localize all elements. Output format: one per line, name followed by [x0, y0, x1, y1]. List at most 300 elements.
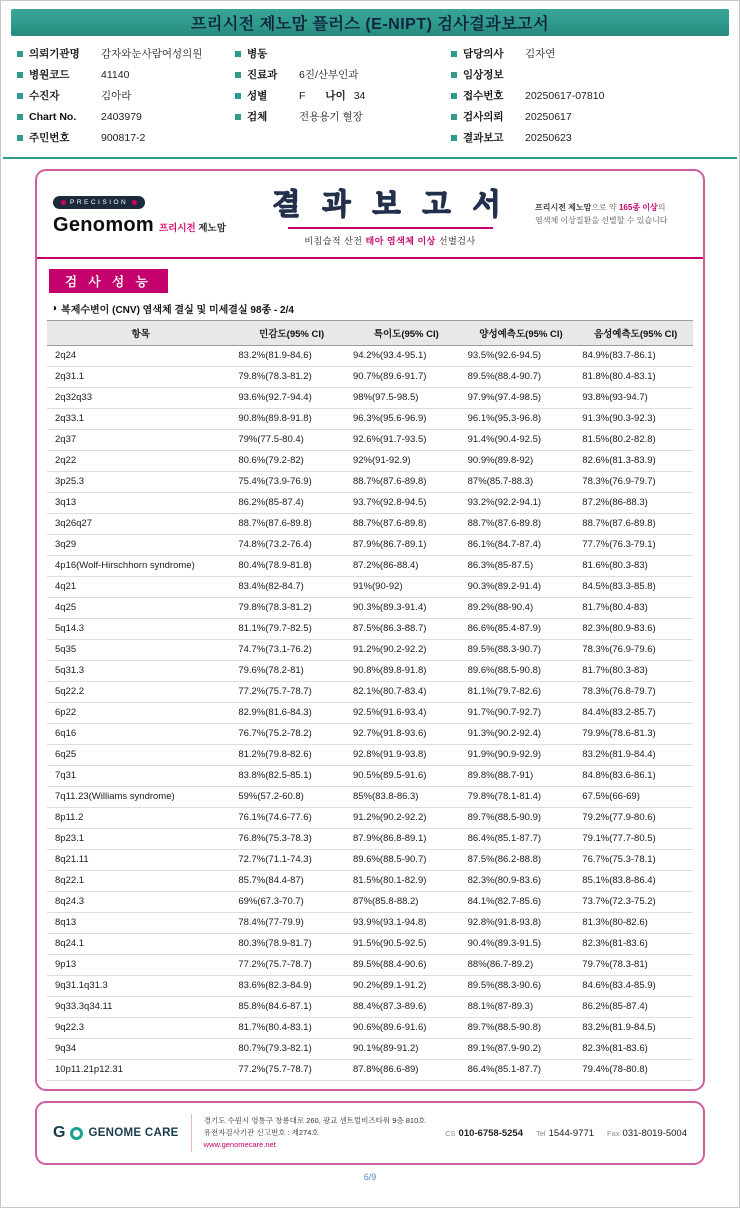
value-cell: 81.3%(80-82.6): [578, 913, 693, 934]
info-col1: [17, 46, 235, 145]
value-cell: 84.6%(83.4-85.9): [578, 976, 693, 997]
item-cell: 6q16: [47, 724, 234, 745]
value-cell: 87.8%(86.6-89): [349, 1060, 464, 1081]
value-cell: 81.8%(80.4-83.1): [578, 367, 693, 388]
item-cell: 8q13: [47, 913, 234, 934]
info-value: 김아라: [101, 90, 132, 102]
brand-name-row: [53, 214, 245, 237]
performance-table-body: [47, 346, 693, 1081]
table-row: [47, 703, 693, 724]
info-label: 결과보고: [451, 130, 525, 145]
value-cell: 89.1%(87.9-90.2): [464, 1039, 579, 1060]
table-row: [47, 451, 693, 472]
value-cell: 82.6%(81.3-83.9): [578, 451, 693, 472]
table-row: [47, 892, 693, 913]
value-cell: 89.5%(88.4-90.7): [464, 367, 579, 388]
page-number: 6/9: [363, 1172, 377, 1182]
item-cell: 8p11.2: [47, 808, 234, 829]
value-cell: 82.1%(80.7-83.4): [349, 682, 464, 703]
value-cell: 93.9%(93.1-94.8): [349, 913, 464, 934]
table-row: [47, 808, 693, 829]
value-cell: 89.5%(88.3-90.6): [464, 976, 579, 997]
value-cell: 91.7%(90.7-92.7): [464, 703, 579, 724]
value-cell: 89.5%(88.4-90.6): [349, 955, 464, 976]
value-cell: 91.3%(90.3-92.3): [578, 409, 693, 430]
table-row: [47, 934, 693, 955]
side-note-line1: 프리시전 제노맘으로 약 165종 이상의: [535, 202, 666, 212]
item-cell: 2q37: [47, 430, 234, 451]
value-cell: 92.8%(91.8-93.8): [464, 913, 579, 934]
footer-divider: [191, 1114, 192, 1152]
item-cell: 3q29: [47, 535, 234, 556]
value-cell: 89.8%(88.7-91): [464, 766, 579, 787]
item-cell: 2q22: [47, 451, 234, 472]
section-subtitle-text: 복제수변이 (CNV) 염색체 결실 및 미세결실 98종 - 2/4: [61, 305, 294, 316]
info-value: 20250617: [525, 110, 572, 123]
value-cell: 78.4%(77-79.9): [234, 913, 349, 934]
genomom-logo: [53, 192, 245, 237]
value-cell: 88.4%(87.3-89.6): [349, 997, 464, 1018]
item-cell: 2q33.1: [47, 409, 234, 430]
item-cell: 6q25: [47, 745, 234, 766]
info-label: 임상정보: [451, 67, 525, 82]
table-row: [47, 1060, 693, 1081]
genomecare-logo: [53, 1124, 179, 1142]
value-cell: 79.7%(78.3-81): [578, 955, 693, 976]
value-cell: 82.3%(81-83.6): [578, 934, 693, 955]
genomecare-g-icon: G: [53, 1124, 66, 1141]
value-cell: 87.2%(86-88.4): [349, 556, 464, 577]
value-cell: 90.1%(89-91.2): [349, 1039, 464, 1060]
item-cell: 4q21: [47, 577, 234, 598]
value-cell: 80.6%(79.2-82): [234, 451, 349, 472]
value-cell: 91.2%(90.2-92.2): [349, 640, 464, 661]
info-label: 진료과: [235, 67, 299, 82]
item-cell: 8q24.3: [47, 892, 234, 913]
value-cell: 82.9%(81.6-84.3): [234, 703, 349, 724]
value-cell: 88.7%(87.6-89.8): [234, 514, 349, 535]
value-cell: 87.9%(86.7-89.1): [349, 535, 464, 556]
value-cell: 84.9%(83.7-86.1): [578, 346, 693, 367]
genomecare-name: GENOME CARE: [88, 1127, 179, 1139]
value-cell: 59%(57.2-60.8): [234, 787, 349, 808]
info-value: 김자연: [525, 48, 556, 60]
item-cell: 9p13: [47, 955, 234, 976]
table-row: [47, 409, 693, 430]
value-cell: 93.6%(92.7-94.4): [234, 388, 349, 409]
value-cell: 89.7%(88.5-90.8): [464, 1018, 579, 1039]
table-row: [47, 913, 693, 934]
value-cell: 98%(97.5-98.5): [349, 388, 464, 409]
value-cell: 81.5%(80.1-82.9): [349, 871, 464, 892]
cs-contact: CS 010-6758-5254: [445, 1127, 523, 1139]
section-badge-row: [49, 269, 703, 293]
value-cell: 90.3%(89.2-91.4): [464, 577, 579, 598]
value-cell: 96.3%(95.6-96.9): [349, 409, 464, 430]
item-cell: 3q13: [47, 493, 234, 514]
info-value: 900817-2: [101, 131, 146, 144]
value-cell: 82.3%(80.9-83.6): [578, 619, 693, 640]
value-cell: 74.7%(73.1-76.2): [234, 640, 349, 661]
table-row: [47, 472, 693, 493]
info-label: Chart No.: [17, 111, 101, 123]
info-value: 20250617-07810: [525, 89, 605, 102]
item-cell: 2q24: [47, 346, 234, 367]
item-cell: 7q11.23(Williams syndrome): [47, 787, 234, 808]
item-cell: 2q31.1: [47, 367, 234, 388]
value-cell: 90.2%(89.1-91.2): [349, 976, 464, 997]
value-cell: 94.2%(93.4-95.1): [349, 346, 464, 367]
footer: [35, 1101, 705, 1165]
table-row: [47, 997, 693, 1018]
info-row: [235, 109, 451, 124]
value-cell: 85.7%(84.4-87): [234, 871, 349, 892]
value-cell: 90.5%(89.5-91.6): [349, 766, 464, 787]
value-cell: 81.7%(80.4-83.1): [234, 1018, 349, 1039]
value-cell: 76.1%(74.6-77.6): [234, 808, 349, 829]
info-label: 주민번호: [17, 130, 101, 145]
item-cell: 5q14.3: [47, 619, 234, 640]
value-cell: 79.4%(78-80.8): [578, 1060, 693, 1081]
value-cell: 86.1%(84.7-87.4): [464, 535, 579, 556]
value-cell: 83.2%(81.9-84.4): [578, 745, 693, 766]
item-cell: 9q33.3q34.11: [47, 997, 234, 1018]
value-cell: 76.7%(75.2-78.2): [234, 724, 349, 745]
value-cell: 89.6%(88.5-90.7): [349, 850, 464, 871]
info-row: [17, 88, 235, 103]
value-cell: 84.1%(82.7-85.6): [464, 892, 579, 913]
table-row: [47, 493, 693, 514]
info-value: 6진/산부인과: [299, 69, 359, 81]
value-cell: 85.1%(83.8-86.4): [578, 871, 693, 892]
item-cell: 6p22: [47, 703, 234, 724]
value-cell: 93.7%(92.8-94.5): [349, 493, 464, 514]
value-cell: 89.5%(88.3-90.7): [464, 640, 579, 661]
value-cell: 87%(85.8-88.2): [349, 892, 464, 913]
pill-dot-icon: [132, 200, 137, 205]
value-cell: 67.5%(66-69): [578, 787, 693, 808]
value-cell: 86.4%(85.1-87.7): [464, 829, 579, 850]
value-cell: 88%(86.7-89.2): [464, 955, 579, 976]
value-cell: 81.1%(79.7-82.6): [464, 682, 579, 703]
side-note: [535, 201, 687, 227]
table-row: [47, 829, 693, 850]
value-cell: 83.6%(82.3-84.9): [234, 976, 349, 997]
value-cell: 92.5%(91.6-93.4): [349, 703, 464, 724]
info-row: [451, 46, 723, 61]
value-cell: 73.7%(72.3-75.2): [578, 892, 693, 913]
half-circle-icon: ◑: [51, 303, 58, 314]
value-cell: 90.8%(89.8-91.8): [349, 661, 464, 682]
item-cell: 3p25.3: [47, 472, 234, 493]
value-cell: 91.4%(90.4-92.5): [464, 430, 579, 451]
info-row: [17, 109, 235, 124]
value-cell: 69%(67.3-70.7): [234, 892, 349, 913]
info-value: 2403979: [101, 110, 142, 123]
value-cell: 89.7%(88.5-90.9): [464, 808, 579, 829]
table-row: [47, 514, 693, 535]
value-cell: 91.3%(90.2-92.4): [464, 724, 579, 745]
table-row: [47, 1018, 693, 1039]
value-cell: 87.2%(86-88.3): [578, 493, 693, 514]
result-report-box: [35, 169, 705, 1091]
value-cell: 97.9%(97.4-98.5): [464, 388, 579, 409]
value-cell: 84.8%(83.6-86.1): [578, 766, 693, 787]
info-row: [17, 67, 235, 82]
table-row: [47, 766, 693, 787]
table-row: [47, 724, 693, 745]
table-row: [47, 388, 693, 409]
brand-korean-name: 프리시전 제노맘: [159, 222, 226, 234]
info-row: [451, 88, 723, 103]
column-header: 음성예측도(95% CI): [578, 321, 693, 346]
column-header: 양성예측도(95% CI): [464, 321, 579, 346]
value-cell: 91.9%(90.9-92.9): [464, 745, 579, 766]
info-col2: [235, 46, 451, 145]
info-value: 41140: [101, 68, 130, 81]
footer-contacts: [445, 1128, 687, 1139]
value-cell: 77.2%(75.7-78.7): [234, 1060, 349, 1081]
info-label: 담당의사: [451, 46, 525, 61]
info-row: [235, 46, 451, 61]
report-title-banner: [11, 9, 729, 36]
value-cell: 84.5%(83.3-85.8): [578, 577, 693, 598]
value-cell: 78.3%(76.9-79.6): [578, 640, 693, 661]
address-line1: 경기도 수원시 영통구 창룡대로 260, 광교 센트럴비즈타워 9층 810호: [203, 1116, 426, 1125]
info-value: 20250623: [525, 131, 572, 144]
item-cell: 9q34: [47, 1039, 234, 1060]
column-header: 민감도(95% CI): [234, 321, 349, 346]
value-cell: 79.9%(78.6-81.3): [578, 724, 693, 745]
value-cell: 78.3%(76.8-79.7): [578, 682, 693, 703]
info-row: [235, 88, 451, 103]
info-label: 검사의뢰: [451, 109, 525, 124]
pill-dot-icon: [61, 200, 66, 205]
value-cell: 92.7%(91.8-93.6): [349, 724, 464, 745]
value-cell: 93.8%(93-94.7): [578, 388, 693, 409]
report-heading: 결 과 보 고 서: [272, 188, 508, 221]
item-cell: 4p16(Wolf-Hirschhorn syndrome): [47, 556, 234, 577]
value-cell: 79.6%(78.2-81): [234, 661, 349, 682]
table-row: [47, 598, 693, 619]
info-row: [17, 46, 235, 61]
table-row: [47, 367, 693, 388]
value-cell: 84.4%(83.2-85.7): [578, 703, 693, 724]
table-row: [47, 346, 693, 367]
value-cell: 92%(91-92.9): [349, 451, 464, 472]
result-report-header: [37, 171, 703, 259]
value-cell: 88.7%(87.6-89.8): [349, 472, 464, 493]
footer-address-block: [204, 1115, 426, 1151]
info-label: 접수번호: [451, 88, 525, 103]
value-cell: 86.4%(85.1-87.7): [464, 1060, 579, 1081]
info-label: 병동: [235, 46, 299, 61]
table-row: [47, 955, 693, 976]
heading-divider: [288, 227, 493, 229]
value-cell: 83.2%(81.9-84.5): [578, 1018, 693, 1039]
info-value: 감자와눈사람여성의원: [101, 48, 203, 60]
item-cell: 10p11.21p12.31: [47, 1060, 234, 1081]
value-cell: 88.7%(87.6-89.8): [464, 514, 579, 535]
value-cell: 77.2%(75.7-78.7): [234, 682, 349, 703]
value-cell: 92.6%(91.7-93.5): [349, 430, 464, 451]
item-cell: 8q24.1: [47, 934, 234, 955]
precision-pill: [53, 196, 145, 209]
value-cell: 80.7%(79.3-82.1): [234, 1039, 349, 1060]
value-cell: 81.2%(79.8-82.6): [234, 745, 349, 766]
table-header-row: [47, 321, 693, 346]
report-heading-block: [255, 182, 525, 247]
value-cell: 72.7%(71.1-74.3): [234, 850, 349, 871]
tel-contact: Tel 1544-9771: [536, 1127, 595, 1139]
address-line2: 유전자검사기관 신고번호 : 제274호: [203, 1128, 319, 1137]
value-cell: 81.6%(80.3-83): [578, 556, 693, 577]
value-cell: 77.2%(75.7-78.7): [234, 955, 349, 976]
value-cell: 81.1%(79.7-82.5): [234, 619, 349, 640]
item-cell: 9q22.3: [47, 1018, 234, 1039]
table-row: [47, 430, 693, 451]
value-cell: 76.8%(75.3-78.3): [234, 829, 349, 850]
value-cell: 91.2%(90.2-92.2): [349, 808, 464, 829]
table-row: [47, 535, 693, 556]
value-cell: 88.7%(87.6-89.8): [349, 514, 464, 535]
value-cell: 87.9%(86.8-89.1): [349, 829, 464, 850]
table-row: [47, 976, 693, 997]
value-cell: 80.3%(78.9-81.7): [234, 934, 349, 955]
item-cell: 9q31.1q31.3: [47, 976, 234, 997]
value-cell: 78.3%(76.9-79.7): [578, 472, 693, 493]
value-cell: 91%(90-92): [349, 577, 464, 598]
brand-name: Genomom: [53, 213, 154, 236]
column-header: 특이도(95% CI): [349, 321, 464, 346]
column-header: 항목: [47, 321, 234, 346]
value-cell: 90.7%(89.6-91.7): [349, 367, 464, 388]
value-cell: 80.4%(78.9-81.8): [234, 556, 349, 577]
table-row: [47, 1039, 693, 1060]
value-cell: 79.8%(78.3-81.2): [234, 367, 349, 388]
value-cell: 87.5%(86.2-88.8): [464, 850, 579, 871]
value-cell: 90.8%(89.8-91.8): [234, 409, 349, 430]
value-cell: 93.2%(92.2-94.1): [464, 493, 579, 514]
table-row: [47, 871, 693, 892]
performance-table: [47, 320, 693, 1081]
info-row: [451, 130, 723, 145]
value-cell: 77.7%(76.3-79.1): [578, 535, 693, 556]
value-cell: 90.4%(89.3-91.5): [464, 934, 579, 955]
value-cell: 86.2%(85-87.4): [578, 997, 693, 1018]
item-cell: 3q26q27: [47, 514, 234, 535]
value-cell: 81.7%(80.4-83): [578, 598, 693, 619]
side-note-line2: 염색체 이상질환을 선별할 수 있습니다: [535, 216, 668, 225]
info-row: [17, 130, 235, 145]
info-label: 나이: [325, 90, 346, 102]
value-cell: 79.2%(77.9-80.6): [578, 808, 693, 829]
value-cell: 75.4%(73.9-76.9): [234, 472, 349, 493]
section-title-badge: 검 사 성 능: [49, 269, 168, 293]
value-cell: 88.1%(87-89.3): [464, 997, 579, 1018]
value-cell: 96.1%(95.3-96.8): [464, 409, 579, 430]
value-cell: 92.8%(91.9-93.8): [349, 745, 464, 766]
item-cell: 8p23.1: [47, 829, 234, 850]
info-label: 성별: [235, 88, 299, 103]
value-cell: 85%(83.8-86.3): [349, 787, 464, 808]
item-cell: 4q25: [47, 598, 234, 619]
table-row: [47, 556, 693, 577]
value-cell: 82.3%(80.9-83.6): [464, 871, 579, 892]
table-row: [47, 850, 693, 871]
section-subtitle: [51, 301, 703, 316]
info-label: 병원코드: [17, 67, 101, 82]
item-cell: 8q21.11: [47, 850, 234, 871]
report-title: 프리시전 제노맘 플러스 (E-NIPT) 검사결과보고서: [190, 16, 550, 33]
table-row: [47, 787, 693, 808]
value-cell: 86.3%(85-87.5): [464, 556, 579, 577]
value-cell: 90.3%(89.3-91.4): [349, 598, 464, 619]
info-row: [235, 67, 451, 82]
value-cell: 79.8%(78.3-81.2): [234, 598, 349, 619]
value-cell: 87.5%(86.3-88.7): [349, 619, 464, 640]
table-row: [47, 745, 693, 766]
info-label: 의뢰기관명: [17, 46, 101, 61]
value-cell: 89.6%(88.5-90.8): [464, 661, 579, 682]
info-col3: [451, 46, 723, 145]
value-cell: 91.5%(90.5-92.5): [349, 934, 464, 955]
fax-contact: Fax 031-8019-5004: [607, 1127, 687, 1139]
table-row: [47, 661, 693, 682]
value-cell: 83.2%(81.9-84.6): [234, 346, 349, 367]
precision-label: PRECISION: [70, 198, 129, 206]
value-cell: 83.4%(82-84.7): [234, 577, 349, 598]
value-cell: 79.8%(78.1-81.4): [464, 787, 579, 808]
item-cell: 2q32q33: [47, 388, 234, 409]
value-cell: 74.8%(73.2-76.4): [234, 535, 349, 556]
info-value: 34: [353, 89, 366, 102]
table-row: [47, 640, 693, 661]
item-cell: 5q22.2: [47, 682, 234, 703]
website-link[interactable]: www.genomecare.net: [203, 1140, 276, 1149]
item-cell: 5q35: [47, 640, 234, 661]
info-value: 전용용기 혈장: [299, 111, 363, 123]
info-label: 검체: [235, 109, 299, 124]
item-cell: 7q31: [47, 766, 234, 787]
info-row: [451, 109, 723, 124]
value-cell: 86.6%(85.4-87.9): [464, 619, 579, 640]
info-row: [451, 67, 723, 82]
value-cell: 89.2%(88-90.4): [464, 598, 579, 619]
value-cell: 87%(85.7-88.3): [464, 472, 579, 493]
value-cell: 81.7%(80.3-83): [578, 661, 693, 682]
value-cell: 82.3%(81-83.6): [578, 1039, 693, 1060]
patient-info-section: [3, 36, 737, 159]
value-cell: 93.5%(92.6-94.5): [464, 346, 579, 367]
table-row: [47, 682, 693, 703]
value-cell: 81.5%(80.2-82.8): [578, 430, 693, 451]
value-cell: 90.6%(89.6-91.6): [349, 1018, 464, 1039]
genomecare-ring-icon: [70, 1127, 83, 1140]
value-cell: 79%(77.5-80.4): [234, 430, 349, 451]
info-label: 수진자: [17, 88, 101, 103]
item-cell: 8q22.1: [47, 871, 234, 892]
table-row: [47, 577, 693, 598]
info-value: F: [299, 89, 306, 102]
value-cell: 83.8%(82.5-85.1): [234, 766, 349, 787]
value-cell: 88.7%(87.6-89.8): [578, 514, 693, 535]
value-cell: 86.2%(85-87.4): [234, 493, 349, 514]
table-row: [47, 619, 693, 640]
item-cell: 5q31.3: [47, 661, 234, 682]
value-cell: 79.1%(77.7-80.5): [578, 829, 693, 850]
value-cell: 90.9%(89.8-92): [464, 451, 579, 472]
